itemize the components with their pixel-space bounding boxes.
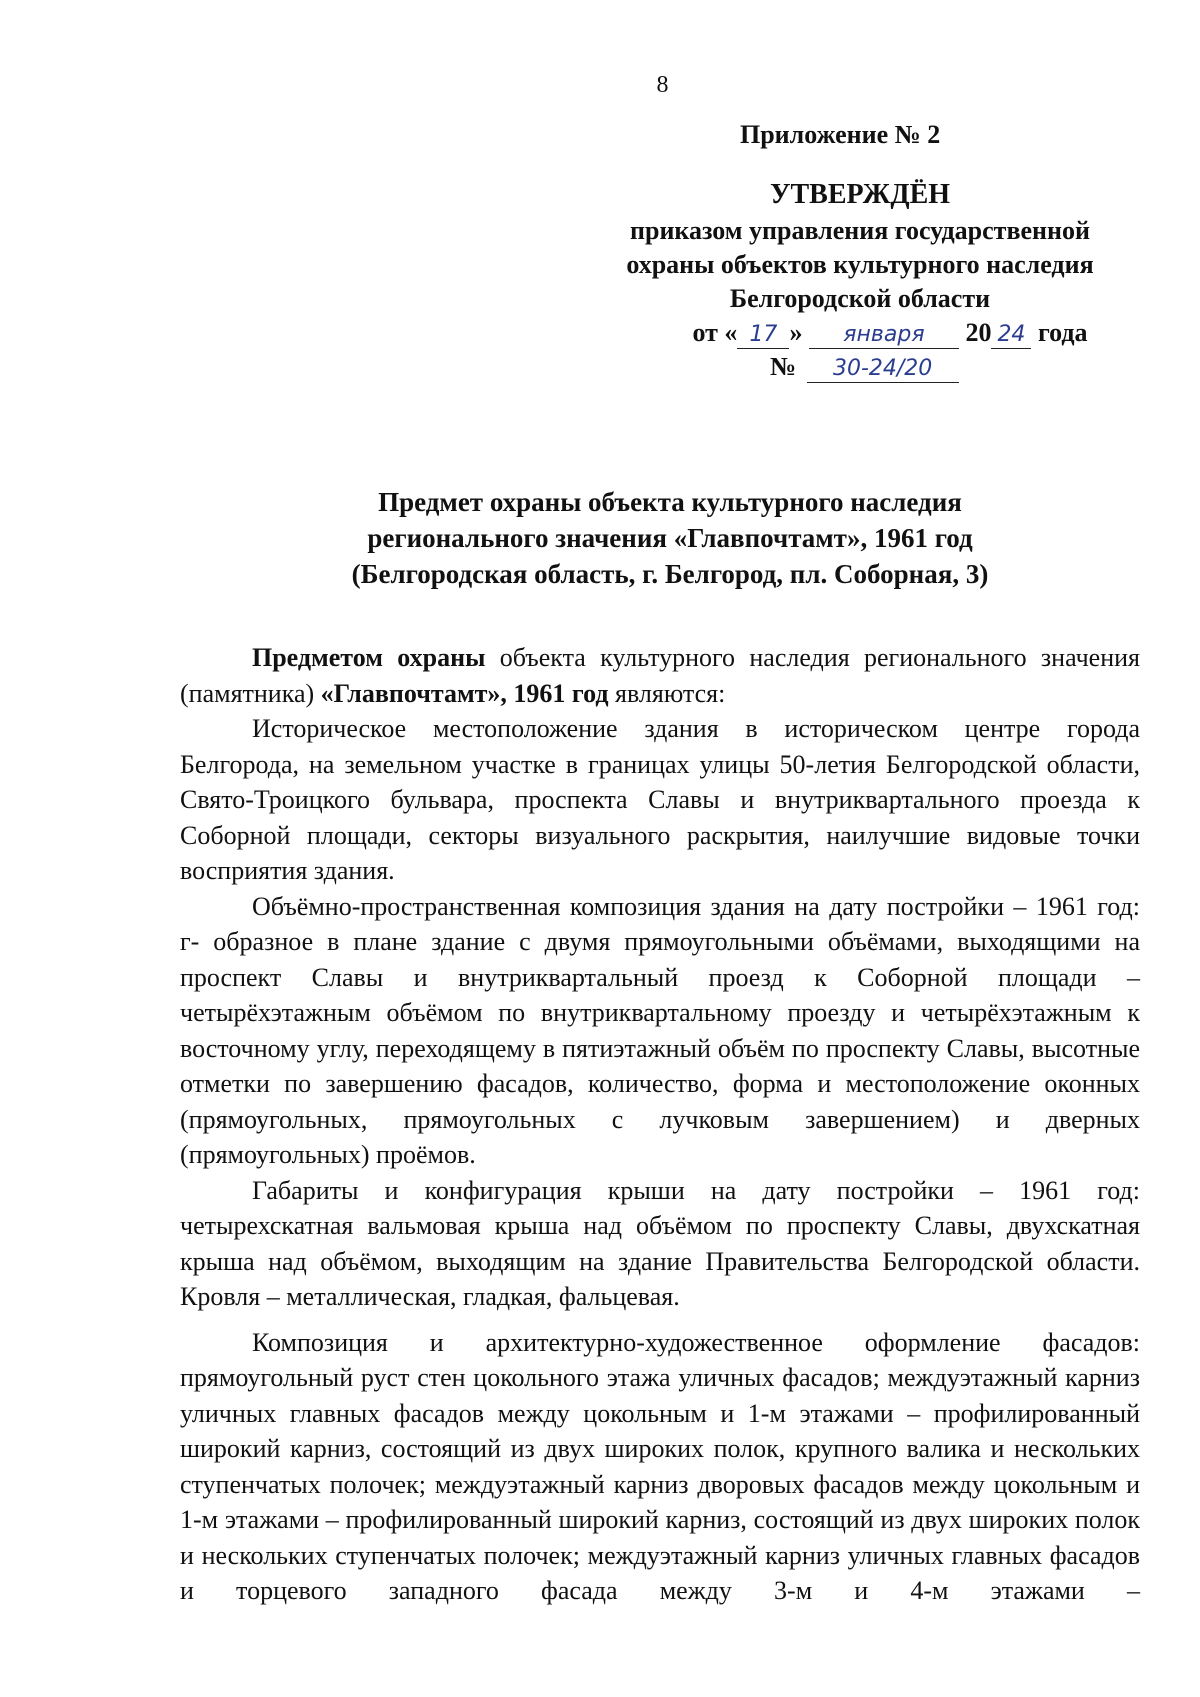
issuer-line-1: приказом управления государственной: [630, 216, 1090, 245]
handwritten-year: 24: [991, 322, 1031, 349]
title-line-2: регионального значения «Главпочтамт», 1961 год: [367, 523, 973, 553]
handwritten-month: января: [809, 322, 959, 349]
approval-header: [590, 118, 1130, 384]
date-prefix: от «: [692, 318, 738, 347]
document-title: [300, 484, 1040, 592]
date-mid: »: [789, 318, 803, 347]
handwritten-day: 17: [737, 322, 789, 349]
intro-text-2: являются:: [608, 678, 726, 708]
title-line-3: (Белгородская область, г. Белгород, пл. Соборная, 3): [351, 559, 989, 589]
intro-bold-2: «Главпочтамт», 1961 год: [320, 678, 609, 708]
paragraph-roof: Габариты и конфигурация крыши на дату постройки – 1961 год: четырехскатная вальмовая крыша над объёмом по проспекту Славы, двухскатная крыша над объёмом, выходящим на здание Правительства Белгородской области. Кровля – металлическая, гладкая, фальцевая.: [180, 1175, 1140, 1311]
issuer-line-3: Белгородской области: [729, 284, 991, 313]
document-body: [180, 640, 1140, 1609]
intro-paragraph: [180, 640, 1140, 711]
handwritten-order-number: 30-24/20: [807, 356, 959, 383]
year-prefix: 20: [965, 318, 992, 347]
date-suffix: года: [1037, 318, 1088, 347]
number-prefix: №: [770, 352, 797, 381]
paragraph-facades: Композиция и архитектурно-художественное оформление фасадов: прямоугольный руст стен цокольного этажа уличных фасадов; междуэтажный карниз уличных главных фасадов между цокольным и 1-м этажами – профилированный широкий карниз, состоящий из двух широких полок, крупного валика и нескольких ступенчатых полочек; междуэтажный карниз дворовых фасадов между цокольным и 1-м этажами – профилированный широкий карниз, состоящий из двух широких полок и нескольких ступенчатых полочек; междуэтажный карниз уличных главных фасадов и торцевого западного фасада между 3-м и 4-м этажами –: [180, 1327, 1140, 1605]
intro-bold-1: Предметом охраны: [252, 643, 486, 672]
order-date-line: [650, 316, 1130, 350]
order-number-line: [590, 350, 1130, 384]
appendix-label: Приложение № 2: [740, 120, 941, 149]
page-number: 8: [656, 72, 669, 98]
approved-label: УТВЕРЖДЁН: [769, 179, 951, 210]
issuer-line-2: охраны объектов культурного наследия: [626, 250, 1094, 279]
paragraph-location: Историческое местоположение здания в историческом центре города Белгорода, на земельном участке в границах улицы 50-летия Белгородской области, Свято-Троицкого бульвара, проспекта Славы и внутриквартального проезда к Соборной площади, секторы визуального раскрытия, наилучшие видовые точки восприятия здания.: [180, 714, 1140, 885]
paragraph-composition: Объёмно-пространственная композиция здания на дату постройки – 1961 год: г- образное в плане здание с двумя прямоугольными объёмами, выходящими на проспект Славы и внутриквартальный проезд к Соборной площади – четырёхэтажным объёмом по внутриквартальному проезду и четырёхэтажным к восточному углу, переходящему в пятиэтажный объём по проспекту Славы, высотные отметки по завершению фасадов, количество, форма и местоположение оконных (прямоугольных, прямоугольных с лучковым завершением) и дверных (прямоугольных) проёмов.: [180, 891, 1140, 1169]
title-line-1: Предмет охраны объекта культурного наследия: [378, 487, 962, 517]
intro-text-1: объекта культурного наследия регионального значения (памятника): [180, 643, 1140, 708]
